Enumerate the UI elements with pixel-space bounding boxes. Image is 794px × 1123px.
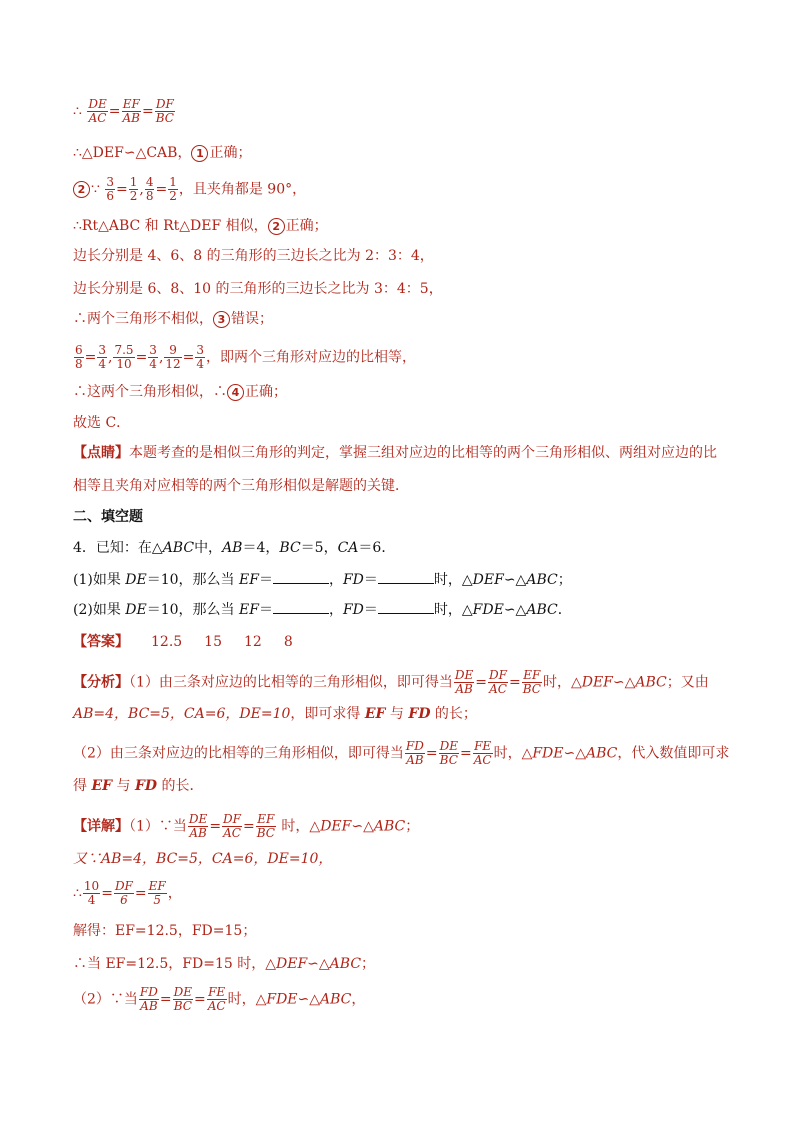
detail-line-4: 解得：EF=12.5，FD=15； xyxy=(73,923,257,939)
fraction-de-ac: $\frac{DE}{AC}$ xyxy=(88,97,107,125)
detail-line-5: ∴当 EF=12.5，FD=15 时，△DEF∽△ABC； xyxy=(73,956,376,972)
answer-blank-fd-1[interactable] xyxy=(378,569,434,584)
ratio-check-4: $\frac{6}{8}$ = $\frac{3}{4}$ , $\frac{7.5}{10}$ = $\frac{3}{4}$ , $\frac{9}{12}$ = $\frac{3}{4}$ ，即两个三角形对应边的比相等， xyxy=(75,343,417,371)
circled-number-3: 3 xyxy=(213,311,230,328)
key-point-line-2: 相等且夹角对应相等的两个三角形相似是解题的关键． xyxy=(73,478,409,494)
choice-line: 故选 C． xyxy=(73,415,131,431)
answer-blank-ef-1[interactable] xyxy=(273,569,329,584)
fraction-df-bc: $\frac{DF}{BC}$ xyxy=(155,97,174,125)
answer-tag: 【答案】 xyxy=(73,634,129,650)
key-point-tag: 【点睛】 xyxy=(73,445,129,461)
side-ratio-line-2: 边长分别是 6、8、10 的三角形的三边长之比为 3：4：5， xyxy=(73,281,443,297)
side-ratio-line-1: 边长分别是 4、6、8 的三角形的三边长之比为 2：3：4， xyxy=(73,248,434,264)
question-4-stem: 4．已知：在△ABC中，AB＝4，BC＝5，CA＝6． xyxy=(73,540,396,556)
answer-line: 【答案】 12.5 15 12 8 xyxy=(73,634,293,650)
answer-blank-ef-2[interactable] xyxy=(273,599,329,614)
question-4-part-2: (2)如果 DE＝10，那么当 EF＝ ，FD＝ 时，△FDE∽△ABC． xyxy=(73,599,572,620)
analysis-line-1: 【分析】（1）由三条对应边的比相等的三角形相似，即可得当 $\frac{DE}{AB}$ = $\frac{DF}{AC}$ = $\frac{EF}{BC}$ 时，△DEF∽△ABC；又由 xyxy=(73,668,709,696)
analysis-line-2: AB=4，BC=5，CA=6，DE=10，即可求得 EF 与 FD 的长； xyxy=(73,706,477,722)
detail-line-2: 又∵AB=4，BC=5，CA=6，DE=10， xyxy=(73,851,333,867)
similarity-conclusion-1: ∴△DEF∽△CAB， 1 正确； xyxy=(73,145,252,161)
answer-blank-fd-2[interactable] xyxy=(378,599,434,614)
circled-number-2b: 2 xyxy=(268,218,285,235)
question-4-part-1: (1)如果 DE＝10，那么当 EF＝ ，FD＝ 时，△DEF∽△ABC； xyxy=(73,569,572,590)
circled-number-1: 1 xyxy=(191,145,208,162)
section-heading: 二、填空题 xyxy=(73,509,143,525)
analysis-line-3: （2）由三条对应边的比相等的三角形相似，即可得当 $\frac{FD}{AB}$ = $\frac{DE}{BC}$ = $\frac{FE}{AC}$ 时，△FDE∽△ABC，代入数值即可求 xyxy=(73,739,730,767)
not-similar-line: ∴两个三角形不相似， 3 错误； xyxy=(73,311,273,327)
fraction-ef-ab: $\frac{EF}{AB}$ xyxy=(122,97,140,125)
circled-number-2: 2 xyxy=(73,181,90,198)
analysis-line-4: 得 EF 与 FD 的长． xyxy=(73,778,204,794)
circled-number-4: 4 xyxy=(227,384,244,401)
detail-line-6: （2）∵当 $\frac{FD}{AB}$ = $\frac{DE}{BC}$ = $\frac{FE}{AC}$ 时，△FDE∽△ABC， xyxy=(73,985,366,1013)
therefore-symbol: ∴ xyxy=(73,103,82,120)
similarity-conclusion-2: ∴Rt△ABC 和 Rt△DEF 相似， 2 正确； xyxy=(73,218,328,234)
detail-line-3: ∴ $\frac{10}{4}$ = $\frac{DF}{6}$ = $\frac{EF}{5}$ ， xyxy=(73,879,182,907)
detail-line-1: 【详解】（1）∵当 $\frac{DE}{AB}$ = $\frac{DF}{AC}$ = $\frac{EF}{BC}$ 时，△DEF∽△ABC； xyxy=(73,812,420,840)
ratio-check-2: 2 ∵ $\frac{3}{6}$ = $\frac{1}{2}$ , $\frac{4}{8}$ = $\frac{1}{2}$ ，且夹角都是 90°， xyxy=(73,176,306,203)
analysis-tag: 【分析】 xyxy=(73,674,129,691)
ratio-equation-line: ∴ $\frac{DE}{AC}$ = $\frac{EF}{AB}$ = $\frac{DF}{BC}$ xyxy=(73,97,174,125)
detail-tag: 【详解】 xyxy=(73,818,129,835)
similar-line-4: ∴这两个三角形相似，∴ 4 正确； xyxy=(73,384,287,400)
key-point-line-1: 【点睛】本题考查的是相似三角形的判定，掌握三组对应边的比相等的两个三角形相似、两组对应边的比 xyxy=(73,445,717,461)
